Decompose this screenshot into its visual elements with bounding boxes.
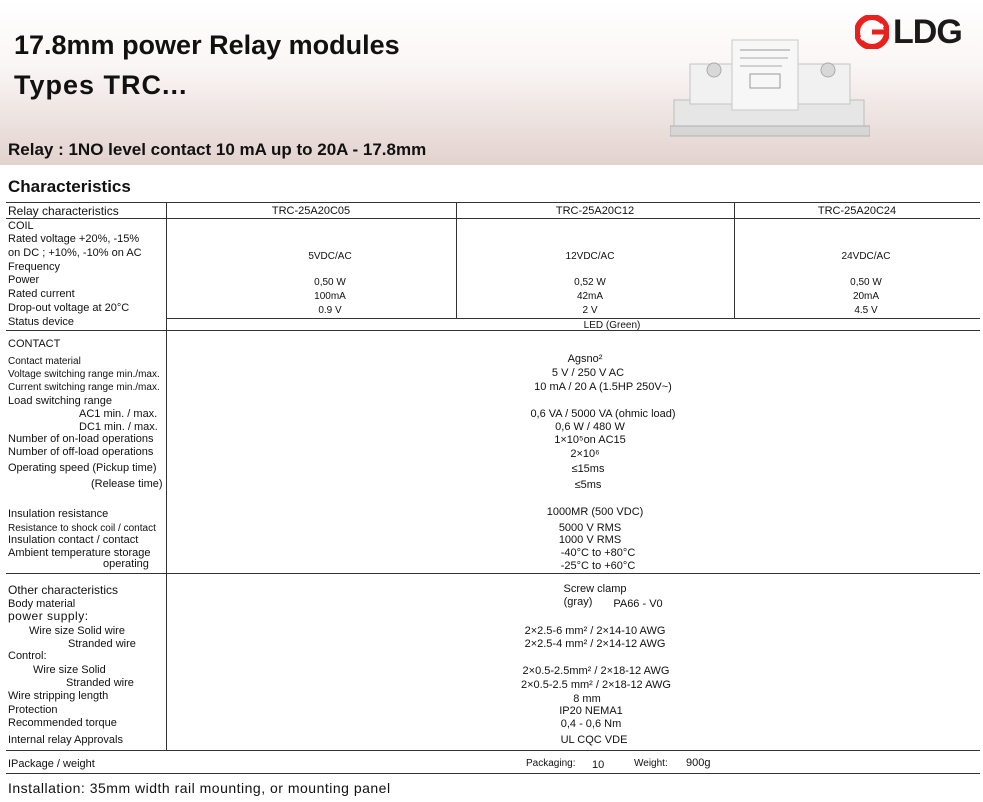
ctrl-solid-value: 2×0.5-2.5mm² / 2×18-12 AWG <box>522 665 670 677</box>
wire-solid-value: 2×2.5-6 mm² / 2×14-10 AWG <box>524 625 666 637</box>
approvals-label: Internal relay Approvals <box>8 734 123 746</box>
voltage-range-value: 5 V / 250 V AC <box>551 367 625 379</box>
page-subtitle-types: Types TRC... <box>14 70 188 100</box>
power-1: 0,50 W <box>314 277 346 288</box>
page-title: 17.8mm power Relay modules <box>14 30 400 60</box>
release-label: (Release time) <box>91 478 163 490</box>
power-2: 0,52 W <box>574 277 606 288</box>
dropout-3: 4.5 V <box>854 305 878 316</box>
rule-other-end <box>6 750 980 751</box>
offload-value: 2×10⁶ <box>570 448 600 460</box>
current-range-label: Current switching range min./max. <box>8 382 160 393</box>
brand-logo <box>855 14 962 50</box>
product-subtitle: Relay : 1NO level contact 10 mA up to 20A - 17.8mm <box>8 140 427 159</box>
header-label: Relay characteristics <box>8 204 119 218</box>
speed-label: Operating speed (Pickup time) <box>8 462 157 474</box>
voltage-range-label: Voltage switching range min./max. <box>8 369 160 380</box>
ac1-label: AC1 min. / max. <box>79 408 158 420</box>
operating-value: -25°C to +60°C <box>560 560 636 572</box>
status-label: Status device <box>8 316 75 328</box>
dropout-label: Drop-out voltage at 20°C <box>8 302 130 314</box>
dropout-1: 0.9 V <box>318 305 342 316</box>
frequency-label: Frequency <box>8 261 60 273</box>
other-heading: Other characteristics <box>8 583 119 597</box>
speed-value: ≤15ms <box>571 463 605 475</box>
load-range-label: Load switching range <box>8 395 112 407</box>
insulation-label: Insulation resistance <box>8 508 109 520</box>
protection-label: Protection <box>8 704 58 716</box>
coil-heading: COIL <box>8 220 34 232</box>
insulation-value: 1000MR (500 VDC) <box>546 506 644 518</box>
rule-contact-end <box>6 573 980 574</box>
onload-value: 1×10⁵on AC15 <box>554 434 626 446</box>
ambient-label: Ambient temperature storage <box>8 547 151 559</box>
rule-top <box>6 202 980 203</box>
rated-current-1: 100mA <box>314 291 346 302</box>
dc1-value: 0,6 W / 480 W <box>555 421 625 433</box>
onload-label: Number of on-load operations <box>8 433 154 445</box>
offload-label: Number of off-load operations <box>8 446 154 458</box>
rule-header <box>6 218 980 219</box>
wire-solid-label: Wire size Solid wire <box>29 625 125 637</box>
control-label: Control: <box>8 650 47 662</box>
dropout-2: 2 V <box>582 305 598 316</box>
col-divider-3 <box>734 202 735 318</box>
col-divider-other <box>166 573 167 750</box>
body-value-1: (gray) <box>563 596 593 608</box>
ins-contact-label: Insulation contact / contact <box>8 534 139 546</box>
packaging-label: Packaging: <box>526 758 576 769</box>
screw-value: Screw clamp <box>563 583 627 595</box>
ins-contact-value: 1000 V RMS <box>558 534 622 546</box>
rated-voltage-label-1: Rated voltage +20%, -15% <box>8 233 140 245</box>
protection-value: IP20 NEMA1 <box>559 705 623 717</box>
weight-label: Weight: <box>634 758 668 769</box>
rated-voltage-2: 12VDC/AC <box>565 251 615 262</box>
approvals-value: UL CQC VDE <box>560 734 628 746</box>
shock-label: Resistance to shock coil / contact <box>8 523 156 534</box>
model-col-1: TRC-25A20C05 <box>271 205 351 217</box>
contact-material-value: Agsno² <box>567 353 603 365</box>
shock-value: 5000 V RMS <box>558 522 622 534</box>
rated-current-2: 42mA <box>576 291 604 302</box>
power-3: 0,50 W <box>850 277 882 288</box>
col-divider-contact <box>166 330 167 573</box>
stranded-value: 2×2.5-4 mm² / 2×14-12 AWG <box>524 638 666 650</box>
stranded-label: Stranded wire <box>68 638 136 650</box>
rated-current-3: 20mA <box>852 291 880 302</box>
status-value: LED (Green) <box>583 320 641 331</box>
body-value-2: PA66 - V0 <box>613 598 663 610</box>
model-col-2: TRC-25A20C12 <box>555 205 635 217</box>
weight-value: 900g <box>686 757 711 769</box>
installation-note: Installation: 35mm width rail mounting, or mounting panel <box>8 780 391 796</box>
power-label: Power <box>8 274 40 286</box>
rated-voltage-3: 24VDC/AC <box>841 251 891 262</box>
relay-module-image <box>670 30 870 150</box>
body-label: Body material <box>8 598 76 610</box>
power-supply-label: power supply: <box>8 609 89 623</box>
col-divider-1 <box>166 202 167 330</box>
release-value: ≤5ms <box>574 479 602 491</box>
strip-value: 8 mm <box>573 693 601 705</box>
current-range-value: 10 mA / 20 A (1.5HP 250V~) <box>534 381 672 393</box>
ctrl-solid-label: Wire size Solid <box>33 664 106 676</box>
logo-text: LDG <box>893 12 962 51</box>
col-divider-2 <box>456 202 457 318</box>
strip-label: Wire stripping length <box>8 690 109 702</box>
rule-package-end <box>6 773 980 774</box>
torque-label: Recommended torque <box>8 717 117 729</box>
operating-label: operating <box>103 558 149 570</box>
model-col-3: TRC-25A20C24 <box>817 205 897 217</box>
ctrl-stranded-label: Stranded wire <box>66 677 134 689</box>
torque-value: 0,4 - 0,6 Nm <box>560 718 622 730</box>
ctrl-stranded-value: 2×0.5-2.5 mm² / 2×18-12 AWG <box>521 679 671 691</box>
rated-voltage-label-2: on DC ; +10%, -10% on AC <box>8 247 142 259</box>
rule-status-top <box>166 318 980 319</box>
contact-material-label: Contact material <box>8 356 81 367</box>
rated-current-label: Rated current <box>8 288 75 300</box>
dc1-label: DC1 min. / max. <box>79 421 158 433</box>
package-label: IPackage / weight <box>8 758 95 770</box>
packaging-value: 10 <box>592 759 605 771</box>
ac1-value: 0,6 VA / 5000 VA (ohmic load) <box>530 408 676 420</box>
rule-coil-end <box>6 330 980 331</box>
rated-voltage-1: 5VDC/AC <box>308 251 352 262</box>
contact-heading: CONTACT <box>8 338 61 350</box>
section-title: Characteristics <box>8 177 131 196</box>
ambient-value: -40°C to +80°C <box>560 547 636 559</box>
